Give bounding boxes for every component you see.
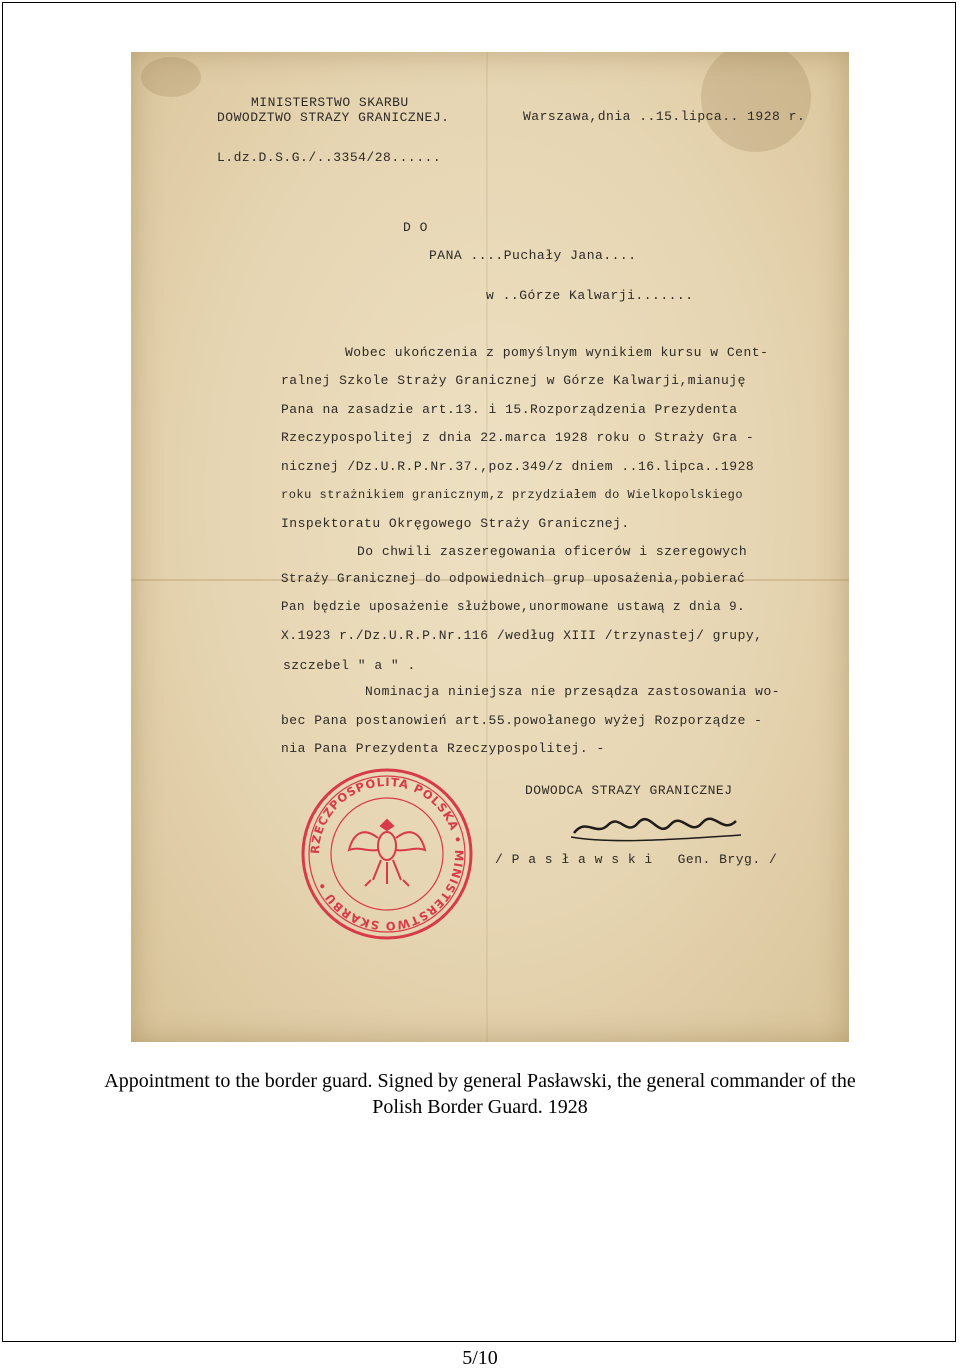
body-line: X.1923 r./Dz.U.R.P.Nr.116 /według XIII /trzynastej/ grupy,: [281, 628, 763, 643]
signatory-name: / P a s ł a w s k i Gen. Bryg. /: [495, 852, 778, 867]
body-line: Inspektoratu Okręgowego Straży Granicznej.: [281, 516, 630, 531]
commander-title: DOWODCA STRAZY GRANICZNEJ: [525, 783, 733, 798]
reference-number: L.dz.D.S.G./..3354/28......: [217, 150, 442, 165]
page-number: 5/10: [462, 1347, 498, 1369]
body-line: Pan będzie uposażenie służbowe,unormowane ustawą z dnia 9.: [281, 600, 746, 614]
body-line: bec Pana postanowień art.55.powołanego wyżej Rozporządze -: [281, 713, 763, 728]
figure-caption: [60, 1068, 900, 1120]
ministry-stamp: [297, 764, 477, 944]
caption-line: Appointment to the border guard. Signed by general Pasławski, the general commander of the: [104, 1070, 856, 1092]
body-line: roku strażnikiem granicznym,z przydziałem do Wielkopolskiego: [281, 488, 744, 502]
addressee-line: PANA ....Puchały Jana....: [429, 248, 637, 263]
body-line: Nominacja niniejsza nie przesądza zastosowania wo-: [365, 684, 781, 699]
body-line: Straży Granicznej do odpowiednich grup uposażenia,pobierać: [281, 572, 746, 586]
do-label: D O: [403, 220, 428, 235]
body-line: szczebel " a " .: [283, 658, 416, 673]
stain-top-left: [141, 57, 201, 97]
body-line: Pana na zasadzie art.13. i 15.Rozporządzenia Prezydenta: [281, 402, 738, 417]
header-ministry: MINISTERSTWO SKARBU: [251, 95, 409, 110]
document-photo: [131, 52, 849, 1042]
body-line: Wobec ukończenia z pomyślnym wynikiem kursu w Cent-: [345, 345, 769, 360]
body-line: Rzeczypospolitej z dnia 22.marca 1928 roku o Straży Gra -: [281, 430, 755, 445]
header-command: DOWODZTWO STRAZY GRANICZNEJ.: [217, 110, 450, 125]
eagle-emblem-icon: [349, 820, 425, 886]
stain-top-right: [701, 52, 811, 152]
body-line: nicznej /Dz.U.R.P.Nr.37.,poz.349/z dniem ..16.lipca..1928: [281, 459, 755, 474]
body-line: nia Pana Prezydenta Rzeczypospolitej. -: [281, 741, 605, 756]
caption-line: Polish Border Guard. 1928: [372, 1096, 588, 1118]
location-line: w ..Górze Kalwarji.......: [486, 288, 694, 303]
handwritten-signature: [566, 807, 746, 847]
header-date: Warszawa,dnia ..15.lipca.. 1928 r.: [523, 109, 806, 124]
body-line: Do chwili zaszeregowania oficerów i szeregowych: [357, 544, 748, 559]
stamp-text: RZECZPOSPOLITA POLSKA • MINISTERSTWO SKARBU •: [307, 774, 467, 934]
body-line: ralnej Szkole Straży Granicznej w Górze Kalwarji,mianuję: [281, 373, 746, 388]
